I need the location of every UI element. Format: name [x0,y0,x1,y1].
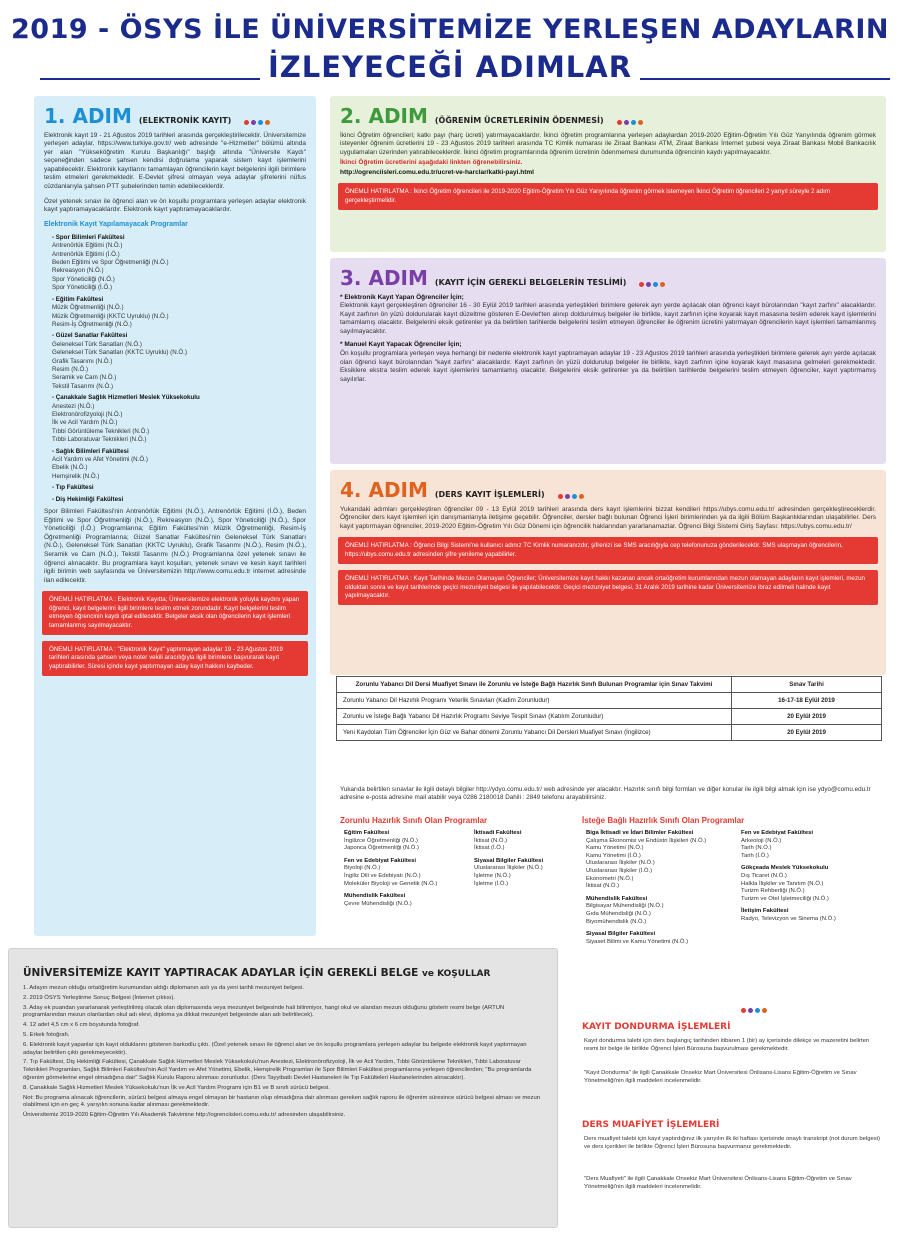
list-item: 7. Tıp Fakültesi, Diş Hekimliği Fakültesi, Çanakkale Sağlık Hizmetleri Meslek Yüksekokulu'nun Anestezi, Elektronörofizyoloji, İlk ve Acil Yardım, Tıbbi Görüntüleme Teknikleri, Tıbbi Laboratuvar Teknikleri Programları, Sağlık Bilimleri Fakültesi'nin Acil Yardım ve Afet Yönetimi, Ebelik, Hemşirelik Programları ile Spor Bilimleri Fakültesi programlarına yerleşen öğrencilerden; "Bu programlarda öğrenim görmelerine engel olmadığına dair" Sağlık Kurulu Raporu alınması zorunludur. (Ders Tayyibatlı Devlet Hastaneleri ile Tıp Fakülteleri Hastanelerinden alınacaktır). [23,1059,532,1081]
page-title: 2019 - ÖSYS İLE ÜNİVERSİTEMİZE YERLEŞEN ADAYLARIN [11,14,889,45]
program-group-title: - Eğitim Fakültesi [52,295,104,303]
program-group [34,231,316,293]
table-header-cell: Zorunlu Yabancı Dil Dersi Muafiyet Sınavı ile Zorunlu ve İsteğe Bağlı Hazırlık Sınıfı Bulunan Programlar için Sınav Takvimi [337,677,732,693]
step3-sub: (KAYIT İÇİN GEREKLİ BELGELERİN TESLİMİ) [434,278,627,287]
step2-panel [330,96,886,252]
list-item: Rekreasyon (N.Ö.) [52,267,104,275]
exempt-text: Ders muafiyet talebi için kayıt yaptırdığınız ilk yarıyılın ilk iki haftası içerisinde onaylı transkript (not durum belgesi) ve ders içerikleri ile birlikte Öğrenci İşleri Bürosuna başvurmanız gerekmektedir. [584,1136,880,1150]
list-item: 4. 12 adet 4,5 cm x 6 cm boyutunda fotoğraf. [23,1022,140,1029]
step1-panel [34,96,316,936]
dots-icon [741,1000,769,1018]
list-item: İngiliz Dili ve Edebiyatı (N.Ö.) [344,872,421,879]
list-item: Not: Bu programa alınacak öğrencilerin, sürücü belgesi almaya engel olmayan bir hastanın olup olmadığına dair alınması gereken sağlık raporu ile öğrenim süresince sürücü belgesi alması ve mezun olabilmesi için en geç 4. yarıyılın sonuna kadar alınması gerekmektedir. [23,1094,541,1109]
table-cell: Zorunlu ve İsteğe Bağlı Yabancı Dil Hazırlık Programı Seviye Tespit Sınavı (Katılım Zorunludur) [337,709,732,725]
step4-alert-2: ÖNEMLİ HATIRLATMA : Kayıt Tarihinde Mezun Olamayan Öğrenciler; Üniversitemize kayıt hakkı kazanan ancak ortaöğretim kurumlarından mezun olamayan adayların kayıt işlemleri, mezun olduktan sonra ve kayıt tarihlerinde geçici mezuniyet belgesi ile yapılabilecektir. Geçici mezuniyet belgesi, 31 Aralık 2019 tarihine kadar Üniversitemize ibraz edilmeli halinde kayıt yapılmayacaktır. [338,570,878,605]
list-item: Antrenörlük Eğitimi (İ.Ö.) [52,250,120,258]
freeze-title: KAYIT DONDURMA İŞLEMLERİ [582,1022,731,1032]
optional-prep-title: İsteğe Bağlı Hazırlık Sınıfı Olan Programlar [582,816,745,825]
program-group-title: Mühendislik Fakültesi [586,895,648,902]
program-group-title: - Tıp Fakültesi [52,484,94,492]
program-group [344,830,464,853]
step3-p2: Ön koşullu programlara yerleşen veya herhangi bir nedenle elektronik kayıt yaptıramayan adaylar 19 - 23 Ağustos 2019 tarihleri arasında yerleştikleri birimlere gelerek ayrı yerde açılacak olan öğrenci kayıt bürolarından "kayıt zarfını" alacaklardır. Kayıt zarfının ön yüzü doldurulup belgeler ile birlikte, kayıt zarfının içine koyarak kayıt masasına gelmeleri gerekmektedir. Eksiklere ekstra teslim ederek kayıt işlemlerini tamamlamış olacaktır. Belgelerini eksik getirenler ya da belirtilen tarihlerde belgelerini teslim etmeyen öğrenciler, kayıt yaptırmamış sayılırlar. [340,350,876,383]
program-column [741,830,886,951]
list-item: Çalışma Ekonomisi ve Endüstri İlişkileri (N.Ö.) [586,837,707,844]
step1-alert-2: ÖNEMLİ HATIRLATMA : "Elektronik Kayıt" yaptırmayan adaylar 19 - 23 Ağustos 2019 tarihleri arasında şahsen veya noter vekili aracılığıyla ilgili birimlere başvurarak kayıt yaptırabilirler. Süresi içinde kayıt yaptırmayan aday kayıt hakkını kaybeder. [42,641,308,676]
program-group [586,830,731,891]
program-group-title: Siyasal Bilgiler Fakültesi [586,931,656,938]
list-item: 3. Aday ek puandan yararlanarak yerleştirilmiş olacak olan diplomasında veya mezuniyet belgesinde hali bilinmiyor, hangi okul ve alandan mezun olduğunu gösterir resmi belge (ARTUN programlarından mezun olanlardan okul adı elevi, diploma ya dikkat mezuniyet belgesinde alan adı belirtilecek). [23,1004,505,1019]
step2-sub: (ÖĞRENİM ÜCRETLERİNİN ÖDENMESİ) [434,116,604,125]
step4-label: 4. ADIM [340,478,428,502]
list-item: Uluslararası İlişkiler (N.Ö.) [586,860,655,867]
list-item: Halkla İlişkiler ve Tanıtım (N.Ö.) [741,880,824,887]
program-group-title: - Çanakkale Sağlık Hizmetleri Meslek Yüksekokulu [52,394,200,402]
list-item: Uluslararası İlişkiler (N.Ö.) [474,865,543,872]
list-item: Tıbbi Görüntüleme Teknikleri (N.Ö.) [52,427,150,435]
program-group-title: - Güzel Sanatlar Fakültesi [52,332,128,340]
step4-text: Yukarıdaki adımları gerçekleştiren öğrenciler 09 - 13 Eylül 2019 tarihleri arasında ders kayıt işlemlerini bizzat kendileri https://ubys.comu.edu.tr/ adresinden gerçekleştireceklerdir. Öğrenciler ders kayıt işlemleri için danışmanlarıyla iletişime geçebilir. Öğrenciler, dersler bağlı bulunan Öğrenci İşleri birimlerinden ya da ilgili Bölüm Başkanlıklarından ulaşabilirler. Ders kayıt yaptırmayan öğrenciler, 2019-2020 Eğitim-Öğretim Yılı Güz Dönemi için öğrencilik haklarından yararlanamazlar. Öğrenci Bilgi Sistemi Giriş Sayfası: https://ubys.comu.edu.tr/ [340,505,876,530]
program-group [34,391,316,444]
step4-sub: (DERS KAYIT İŞLEMLERİ) [434,490,545,499]
step1-label: 1. ADIM [44,104,132,128]
page-subtitle: İZLEYECEĞİ ADIMLAR [267,50,633,84]
program-column [344,830,464,913]
program-group-title: Gökçeada Meslek Yüksekokulu [741,865,829,872]
step4-panel [330,470,886,675]
step2-note: İkinci Öğretim ücretlerini aşağıdaki linkten öğrenebilirsiniz. [340,159,523,167]
program-group [34,293,316,330]
program-group [34,481,316,492]
list-item: Ebelik (N.Ö.) [52,464,88,472]
freeze-ref: "Kayıt Dondurma" ile ilgili Çanakkale Onsekiz Mart Üniversitesi Önlisans-Lisans Eğitim-Öğretim ve Sınav Yönetmeliği'nin ilgili maddeleri incelenmelidir. [584,1070,857,1084]
list-item: 6. Elektronik kayıt yapanlar için kayıt olduklarını gösteren barkodlu çıktı. (Özel yetenek sınavı ile öğrenci alan ve ön koşullu programlara yerleşen adaylar bu belgede elektronik kayıt yaptırmayan adaylar belirtilen çıktı gerekmeyecektir). [23,1041,527,1056]
list-item: 8. Çanakkale Sağlık Hizmetleri Meslek Yüksekokulu'nun İlk ve Acil Yardım Programı için B1 ve B sınıfı sürücü belgesi. [23,1084,330,1091]
exam-calendar-table [336,676,882,741]
program-group-title: Biga İktisadi ve İdari Bilimler Fakültesi [586,830,694,836]
list-item: Resim (N.Ö.) [52,365,89,373]
dots-icon [639,268,667,292]
step3-h1: * Elektronik Kayıt Yapan Öğrenciler İçin; [340,293,464,301]
step2-text: İkinci Öğretim öğrencileri; katkı payı (harç ücreti) yatırmayacaklardır. İkinci öğretim programlarına yerleşen adaylardan 2019-2020 Eğitim-Öğretim Yılı Güz Yarıyılında öğrenim görmek isteyenler öğrenim ücretlerini 19 - 23 Ağustos 2019 tarihleri arasında TC Kimlik numarası ile Ziraat Bankası ATM, Ziraat Bankası İnternet şubesi veya Ziraat Bankası Mobil Bankacılık uygulamaları üzerinden yatırabileceklerdir. İkinci öğretim programlarında öğrenim ücretinin ödenmemesi durumunda öğrencinin kaydı yapılmayacaktır. [340,131,876,156]
step1-intro: Elektronik kayıt 19 - 21 Ağustos 2019 tarihleri arasında gerçekleştirilecektir. Üniversitemize yerleşen adaylar, https://www.turkiye.gov.tr/ web adresinde "e-Hizmetler" bölümü altında yer alan "Yükseköğretim Kurulu Başkanlığı" başlığı altında "Üniversite Kaydı" seçeneğinden sadece şahsen kendisi doğrulama yaparak sistem kayıt işlemlerini yapabilecektir. Elektronik kayıtlarını tamamlayan öğrencilerin kayıt belgelerini ilgili birimlere teslim etmeleri gerekmektedir. E-Devlet şifresi olmayan veya adaylar şifrelerini nüfus cüzdanlarıyla şahsen PTT şubelerinden temin edebileceklerdir. [44,131,306,191]
list-item: Kamu Yönetimi (İ.Ö.) [586,852,641,859]
step4-alert-1: ÖNEMLİ HATIRLATMA : Öğrenci Bilgi Sistemi'ne kullanıcı adınız TC Kimlik numaranızdır, şifrenizi ise SMS aracılığıyla cep telefonunuza gönderilecektir. SMS ulaşmayan öğrencilerin, https://ubys.comu.edu.tr adresinden şifre yenileme yapabilirler. [338,537,878,564]
step2-header [330,96,886,132]
list-item: Siyaset Bilimi ve Kamu Yönetimi (N.Ö.) [586,938,689,945]
list-item: Müzik Öğretmenliği (N.Ö.) [52,304,124,312]
program-group-title: Fen ve Edebiyat Fakültesi [741,830,814,836]
documents-list [9,985,557,1120]
list-item: İktisat (İ.Ö.) [474,845,505,852]
step3-panel [330,258,886,464]
title-rule-right [640,78,890,80]
list-item: Tıbbi Laboratuvar Teknikleri (N.Ö.) [52,436,147,444]
exempt-title: DERS MUAFİYET İŞLEMLERİ [582,1120,720,1130]
program-group [344,858,464,888]
list-item: Çevre Mühendisliği (N.Ö.) [344,900,412,907]
table-cell: Zorunlu Yabancı Dil Hazırlık Programı Yeterlik Sınavları (Kadim Zorunludur) [337,693,732,709]
step2-label: 2. ADIM [340,104,428,128]
documents-title [9,949,557,985]
table-header-row [337,677,882,693]
list-item: İktisat (N.Ö.) [586,883,620,890]
list-item: Tarih (İ.Ö.) [741,852,769,859]
list-item: Arkeoloji (N.Ö.) [741,837,782,844]
step2-alert: ÖNEMLİ HATIRLATMA : İkinci Öğretim öğrencileri ile 2019-2020 Eğitim-Öğretim Yılı Güz Yarıyılında öğrenim görmek istemeyen İkinci Öğretim öğrencileri 2 yarıyıl süreyle 2 adım gerçekleştirmelidir. [338,183,878,210]
table-cell: Yeni Kaydolan Tüm Öğrenciler İçin Güz ve Bahar dönemi Zorunlu Yabancı Dil Dersleri Muafiyet Sınavı (İngilizce) [337,725,732,741]
documents-title-ve: ve KOŞULLAR [421,969,491,979]
documents-panel [8,948,558,1228]
table-row [337,725,882,741]
list-item: Turizm Rehberliği (N.Ö.) [741,888,805,895]
program-group [586,931,731,946]
list-item: İktisat (N.Ö.) [474,837,508,844]
list-item: 1. Adayın mezun olduğu ortaöğretim kurumundan aldığı diplomanın aslı ya da yeni tarihli mezuniyet belgesi. [23,985,304,991]
program-group [741,865,886,903]
step3-h2: * Manuel Kayıt Yapacak Öğrenciler İçin; [340,341,462,349]
list-item: İlk ve Acil Yardım (N.Ö.) [52,419,118,427]
program-group [741,830,886,860]
list-item: Geleneksel Türk Sanatları (KKTC Uyruklu) (N.Ö.) [52,349,188,357]
step1-sub: (ELEKTRONİK KAYIT) [138,116,232,125]
program-column [586,830,731,951]
table-cell-date: 16-17-18 Eylül 2019 [732,693,882,709]
list-item: Radyo, Televizyon ve Sinema (N.Ö.) [741,915,836,922]
program-group [34,445,316,482]
program-group-title: Siyasal Bilgiler Fakültesi [474,857,544,864]
program-group-title: - Sağlık Bilimleri Fakültesi [52,447,129,455]
list-item: Spor Yöneticiliği (N.Ö.) [52,275,115,283]
list-item: Geleneksel Türk Sanatları (N.Ö.) [52,340,142,348]
list-item: Grafik Tasarımı (N.Ö.) [52,357,113,365]
list-item: Tekstil Tasarımı (N.Ö.) [52,382,114,390]
list-item: Dış Ticaret (N.Ö.) [741,872,787,879]
list-item: Turizm ve Otel İşletmeciliği (N.Ö.) [741,895,829,902]
list-item: İngilizce Öğretmenliği (N.Ö.) [344,837,418,844]
program-group-title: Eğitim Fakültesi [344,830,390,836]
step3-header [330,258,886,294]
program-group [474,830,594,853]
program-group-title: Mühendislik Fakültesi [344,893,406,900]
program-group-title: - Diş Hekimliği Fakültesi [52,495,124,503]
step3-label: 3. ADIM [340,266,428,290]
list-item: Seramik ve Cam (N.Ö.) [52,374,117,382]
list-item: Biyoloji (N.Ö.) [344,865,381,872]
step1-groups [34,231,316,504]
dots-icon [617,106,645,130]
list-item: Resim-İş Öğretmenliği (N.Ö.) [52,320,132,328]
list-item: Beden Eğitimi ve Spor Öğretmenliği (N.Ö.) [52,259,169,267]
program-group-title: - Spor Bilimleri Fakültesi [52,233,125,241]
list-item: Kamu Yönetimi (N.Ö.) [586,845,644,852]
table-row [337,693,882,709]
list-item: Biyomühendislik (N.Ö.) [586,918,647,925]
table-cell-date: 20 Eylül 2019 [732,725,882,741]
program-group [34,329,316,391]
step1-intro2: Özel yetenek sınavı ile öğrenci alan ve ön koşullu programlara yerleşen adaylar elektronik kayıt yaptıramayacaklardır. Elektronik kayıt yaptıramayacaklardır. [44,197,306,214]
program-group-title: İktisadi Fakültesi [474,830,522,836]
program-column [474,830,594,913]
list-item: Üniversitemiz 2019-2020 Eğitim-Öğretim Yılı Akademik Takvimine http://ogrenciisleri.comu.edu.tr/ adresinden ulaşabilirsiniz. [23,1112,346,1119]
step3-p1: Elektronik kayıt gerçekleştiren öğrenciler 16 - 30 Eylül 2019 tarihleri arasında yerleştikleri birimlere gelerek ayrı yerde açılacak olan öğrenci kayıt bürolarından "kayıt zarfını" alacaklardır. Kayıt zarfının ön yüzü doldurularak kayıt düzeltme gösteren E-Devlet'ten alınıp doldurulmuş belgeler ile birlikte, kayıt zarfının içine koyarak kayıt masasına teslim ederek kayıt işlemlerini tamamlamış olacaktır. Belgelerini eksik getirenler ya da belirtilen tarihlerde belgelerini teslim etmeyen öğrenciler ile öğrenim ücretini yatırmayan öğrencilerin kayıt işlemleri tamamlanmış sayılmayacaktır. [340,302,876,335]
program-group-title: İletişim Fakültesi [741,908,789,915]
list-item: Anestezi (N.Ö.) [52,402,95,410]
table-header-cell: Sınav Tarihi [732,677,882,693]
step1-tail: Spor Bilimleri Fakültesi'nin Antrenörlük Eğitimi (N.Ö.), Antrenörlük Eğitimi (İ.Ö.), Beden Eğitimi ve Spor Öğretmenliği (N.Ö.), Rekreasyon (N.Ö.), Spor Yöneticiliği (N.Ö.), Spor Yöneticiliği (İ.Ö.) Programlarına; Eğitim Fakültesi'nin Müzik Öğretmenliği, Resim-İş Öğretmenliği Programlarına; Güzel Sanatlar Fakültesi'nin Geleneksel Türk Sanatları (N.Ö.), Geleneksel Türk Sanatları (KKTC Uyruklu), Grafik Tasarımı (N.Ö.), Resim (N.Ö.), Seramik ve Cam (N.Ö.), Tekstil Tasarımı (N.Ö.) Programlarına özel yetenek sınavı ile öğrenci alınacaktır. Bu programlara kayıt koşulları, yetenek sınavı ve kesin kayıt tarihleri ilgili birimin web sayfasında ve Üniversitemizin http://www.comu.edu.tr internet adresinde ilan edilecektir. [44,508,306,584]
table-row [337,709,882,725]
program-group [344,893,464,908]
list-item: 2. 2019 ÖSYS Yerleştirme Sonuç Belgesi (İnternet çıktısı). [23,994,175,1001]
list-item: Antrenörlük Eğitimi (N.Ö.) [52,242,123,250]
program-group-title: Fen ve Edebiyat Fakültesi [344,857,417,864]
table-cell-date: 20 Eylül 2019 [732,709,882,725]
program-group [474,858,594,888]
program-group [586,896,731,926]
step1-header [34,96,316,132]
dots-icon [244,106,272,130]
exempt-ref: "Ders Muafiyeti" ile ilgili Çanakkale Onsekiz Mart Üniversitesi Önlisans-Lisans Eğitim-Öğretim ve Sınav Yönetmeliği'nin ilgili maddeleri incelenmelidir. [584,1176,852,1190]
list-item: 5. Erkek fotoğrafı. [23,1031,70,1038]
list-item: İşletme (İ.Ö.) [474,880,509,887]
optional-prep-list [586,830,886,951]
mandatory-prep-title: Zorunlu Hazırlık Sınıfı Olan Programlar [340,816,488,825]
list-item: Bilgisayar Mühendisliği (N.Ö.) [586,903,664,910]
list-item: İşletme (N.Ö.) [474,872,511,879]
calendar-note: Yukarıda belirtilen sınavlar ile ilgili detaylı bilgiler http://ydyo.comu.edu.tr/ web adresinde yer alacaktır. Hazırlık sınıfı bilgi formları ve diğer konular ile ilgili bilgi almak için ise ydyo@comu.edu.tr adresine e-posta adresine mail atabilir veya 0286 2180018 Dahili : 2849 telefonu arayabilirsiniz. [340,786,871,802]
documents-title-main: ÜNİVERSİTEMİZE KAYIT YAPTIRACAK ADAYLAR İÇİN GEREKLİ BELGE [23,967,419,979]
step1-list-title: Elektronik Kayıt Yapılamayacak Programlar [44,220,188,228]
list-item: Uluslararası İlişkiler (İ.Ö.) [586,867,653,874]
step4-header [330,470,886,506]
step1-alert-1: ÖNEMLİ HATIRLATMA : Elektronik Kayıtta; Üniversitemize elektronik yoluyla kaydını yapan öğrenci, kayıt belgelerini ilgili birimlere teslim etmek zorundadır. Kayıt belgelerini teslim etmeyen öğrencinin kaydı iptal edilecektir. Belgeler eksik olan öğrencilerin kayıt işlemleri tamamlanmış sayılmayacaktır. [42,591,308,635]
freeze-text: Kayıt dondurma talebi için ders başlangıç tarihinden itibaren 1 (bir) ay içerisinde dilekçe ve mazeretini belirten resmi bir belge ile birlikte Öğrenci İşleri Bürosuna başvurulması gerekmektedir. [584,1038,870,1052]
list-item: Moleküler Biyoloji ve Genetik (N.Ö.) [344,880,438,887]
dots-icon [558,480,586,504]
mandatory-prep-list [344,830,594,913]
list-item: Japonca Öğretmenliği (N.Ö.) [344,845,419,852]
list-item: Gıda Mühendisliği (N.Ö.) [586,910,651,917]
list-item: Tarih (N.Ö.) [741,845,772,852]
list-item: Spor Yöneticiliği (İ.Ö.) [52,284,113,292]
list-item: Ekonometri (N.Ö.) [586,875,634,882]
program-group [741,908,886,923]
list-item: Acil Yardım ve Afet Yönetimi (N.Ö.) [52,456,148,463]
step2-link[interactable]: http://ogrenciisleri.comu.edu.tr/ucret-ve-harclar/katki-payi.html [340,169,534,177]
program-group [34,493,316,504]
list-item: Müzik Öğretmenliği (KKTC Uyruklu) (N.Ö.) [52,312,169,320]
list-item: Elektronörofizyoloji (N.Ö.) [52,410,123,418]
list-item: Hemşirelik (N.Ö.) [52,472,100,480]
